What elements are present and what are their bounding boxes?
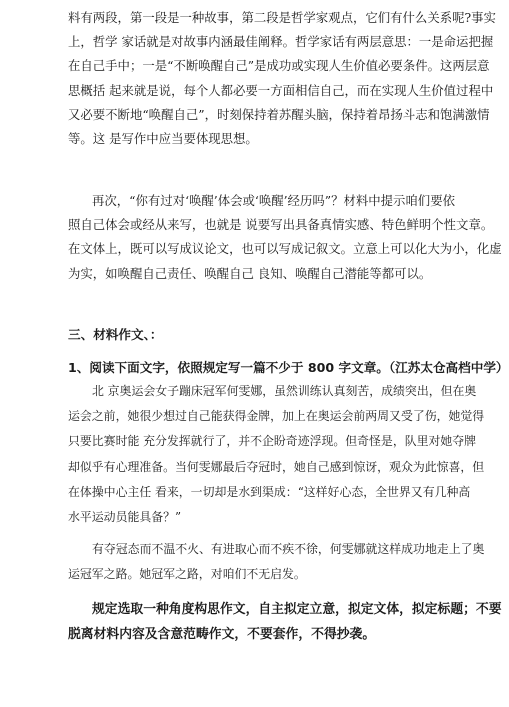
intro-paragraph	[68, 6, 496, 151]
text-line: 上，哲学 家话就是对故事内涵最佳阐释。哲学家话有两层意思：一是命运把握	[68, 34, 494, 50]
writing-requirements	[68, 598, 502, 647]
text-line: 照自己体会或经从来写，也就是 说要写出具备真情实感、特色鲜明个性文章。	[68, 217, 494, 233]
text-line: 脱离材料内容及含意范畴作文，不要套作，不得抄袭。	[68, 626, 376, 642]
text-line: 思概括 起来就是说，每个人都必要一方面相信自己，而在实现人生价值过程中	[68, 82, 494, 98]
text-line: 北 京奥运会女子蹦床冠军何雯娜，虽然训练认真刻苦，成绩突出，但在奥	[92, 384, 477, 398]
text-line: 再次，“你有过对‘唤醒’体会或‘唤醒’经历吗”？材料中提示咱们要依	[92, 193, 455, 208]
material-followup	[68, 537, 485, 587]
second-paragraph	[68, 189, 502, 286]
text-line: 运会之前，她很少想过自己能获得金牌，加上在奥运会前两周又受了伤，她觉得	[68, 409, 485, 424]
text-line: 只要比赛时能 充分发挥就行了，并不企盼奇迹浮现。但奇怪是，队里对她夺牌	[68, 434, 477, 449]
text-line: 在自己手中；一是“不断唤醒自己”是成功或实现人生价值必要条件。这两层意	[68, 58, 490, 74]
text-line: 又必要不断地“唤醒自己”，时刻保持着苏醒头脑，保持着昂扬斗志和饱满激情	[68, 106, 490, 122]
text-line: 为实，如唤醒自己责任、唤醒自己 良知、唤醒自己潜能等都可以。	[68, 265, 432, 281]
text-line: 在体操中心主任 看来，一切却是水到渠成：“这样好心态，全世界又有几种高	[68, 484, 471, 499]
question-heading: 1、阅读下面文字，依照规定写一篇不少于 800 字文章。（江苏太仓高档中学）	[68, 360, 509, 375]
material-quote	[68, 379, 485, 530]
text-line: 在文体上，既可以写成议论文，也可以写成记叙文。立意上可以化大为小，化虚	[68, 241, 502, 257]
text-line: 却似乎有心理准备。当何雯娜最后夺冠时，她自己感到惊讶，观众为此惊喜，但	[68, 459, 485, 474]
text-line: 料有两段，第一段是一种故事，第二段是哲学家观点，它们有什么关系呢?事实	[68, 10, 496, 25]
text-line: 等。这 是写作中应当要体现思想。	[68, 131, 258, 147]
text-line: 水平运动员能具备？”	[68, 510, 182, 525]
section-heading: 三、材料作文、：	[68, 327, 163, 342]
text-line: 规定选取一种角度构思作文，自主拟定立意，拟定文体，拟定标题；不要	[92, 602, 502, 617]
text-line: 运冠军之路。她冠军之路，对咱们不无启发。	[68, 567, 306, 582]
text-line: 有夺冠态而不温不火、有进取心而不疾不徐，何雯娜就这样成功地走上了奥	[92, 542, 485, 556]
